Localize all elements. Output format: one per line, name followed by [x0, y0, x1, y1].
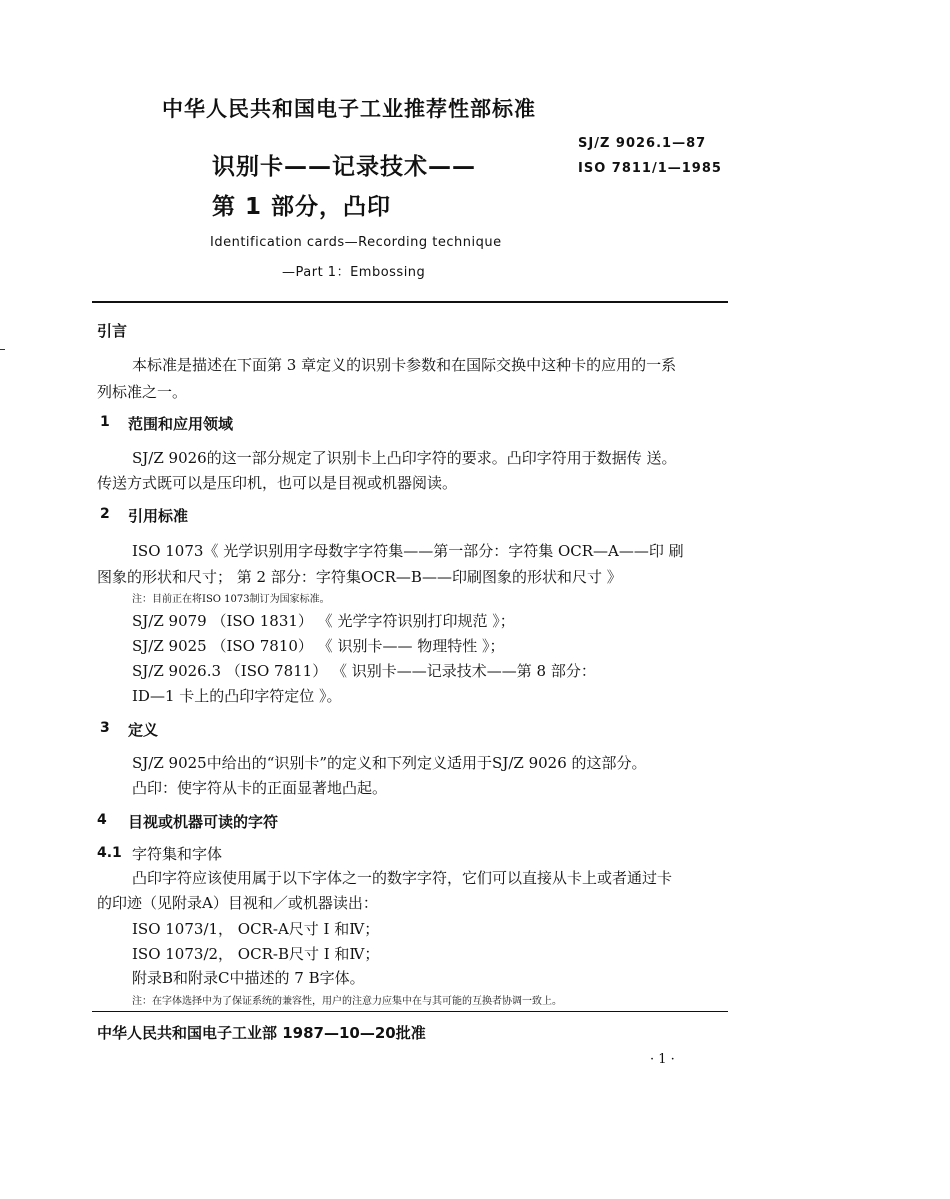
section-4-1-line2: 的印迹（见附录A）目视和／或机器读出： [97, 894, 378, 912]
scan-mark [0, 349, 5, 350]
section-heading-3: 定义 [128, 721, 159, 739]
section-heading-2: 引用标准 [128, 507, 189, 525]
header-rule [92, 301, 728, 303]
section-3-line1: SJ/Z 9025中给出的“识别卡”的定义和下列定义适用于SJ/Z 9026 的这部分。 [132, 754, 647, 772]
reference-2: SJ/Z 9025 （ISO 7810） 《 识别卡—— 物理特性 》； [132, 637, 505, 655]
standard-code-iso: ISO 7811/1—1985 [578, 161, 722, 176]
footer-rule [92, 1011, 728, 1012]
reference-3: SJ/Z 9026.3 （ISO 7811） 《 识别卡——记录技术——第 8 部分： [132, 662, 596, 680]
section-number-3: 3 [100, 720, 110, 736]
reference-4: ID—1 卡上的凸印字符定位 》。 [132, 687, 342, 705]
section-2-note: 注：目前正在将ISO 1073制订为国家标准。 [132, 594, 330, 605]
section-heading-intro: 引言 [97, 322, 128, 340]
reference-1: SJ/Z 9079 （ISO 1831） 《 光学字符识别打印规范 》； [132, 612, 515, 630]
section-1-line1: SJ/Z 9026的这一部分规定了识别卡上凸印字符的要求。凸印字符用于数据传 送。 [132, 449, 677, 467]
english-title-line2: —Part 1：Embossing [282, 265, 426, 280]
standard-code-sj: SJ/Z 9026.1—87 [578, 136, 707, 151]
section-heading-1: 范围和应用领域 [128, 415, 234, 433]
section-1-line2: 传送方式既可以是压印机，也可以是目视或机器阅读。 [97, 474, 458, 492]
doc-title-line1: 识别卡——记录技术—— [212, 154, 476, 180]
approval-line: 中华人民共和国电子工业部 1987—10—20批准 [97, 1024, 426, 1042]
org-title: 中华人民共和国电子工业推荐性部标准 [162, 97, 536, 121]
section-heading-4: 目视或机器可读的字符 [128, 813, 279, 831]
section-number-2: 2 [100, 506, 110, 522]
section-2-line1: ISO 1073《 光学识别用字母数字字符集——第一部分：字符集 OCR—A——印 刷 [132, 542, 684, 560]
font-item-2: ISO 1073/2， OCR-B尺寸 I 和Ⅳ； [132, 945, 380, 963]
section-number-1: 1 [100, 414, 110, 430]
english-title-line1: Identification cards—Recording technique [210, 235, 502, 250]
section-heading-4-1: 字符集和字体 [132, 845, 223, 863]
section-number-4: 4 [97, 812, 107, 828]
font-item-1: ISO 1073/1， OCR-A尺寸 I 和Ⅳ； [132, 920, 380, 938]
section-3-line2: 凸印：使字符从卡的正面显著地凸起。 [132, 779, 388, 797]
font-item-3: 附录B和附录C中描述的 7 B字体。 [132, 969, 365, 987]
intro-paragraph-line2: 列标准之一。 [97, 383, 188, 401]
section-2-line2: 图象的形状和尺寸； 第 2 部分：字符集OCR—B——印刷图象的形状和尺寸 》 [97, 568, 622, 586]
doc-title-line2: 第 1 部分，凸印 [212, 194, 392, 220]
intro-paragraph-line1: 本标准是描述在下面第 3 章定义的识别卡参数和在国际交换中这种卡的应用的一系 [132, 356, 677, 374]
section-4-1-note: 注：在字体选择中为了保证系统的兼容性，用户的注意力应集中在与其可能的互换者协调一致上。 [132, 996, 562, 1007]
section-4-1-line1: 凸印字符应该使用属于以下字体之一的数字字符，它们可以直接从卡上或者通过卡 [132, 869, 673, 887]
page-number: · 1 · [650, 1052, 675, 1067]
section-number-4-1: 4.1 [97, 845, 122, 861]
